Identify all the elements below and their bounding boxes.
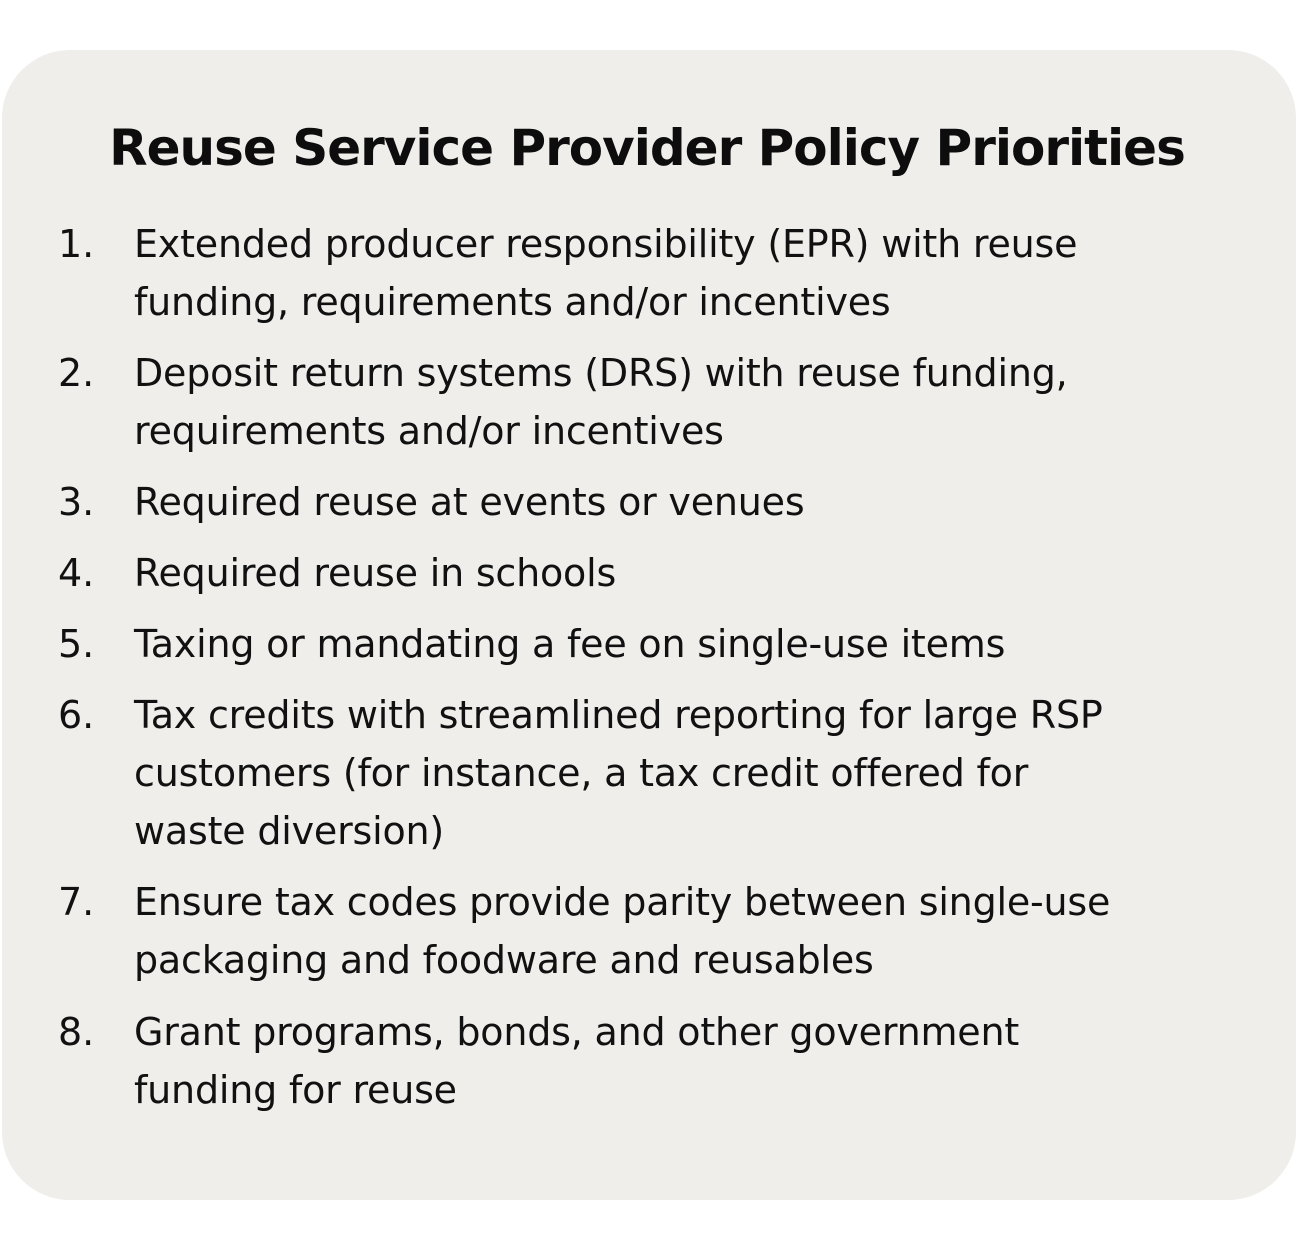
item-text-line: Taxing or mandating a fee on single-use items bbox=[134, 622, 1006, 666]
item-text-line: Required reuse at events or venues bbox=[134, 480, 805, 524]
item-text bbox=[134, 344, 1244, 460]
item-number: 1. bbox=[58, 222, 95, 266]
item-text-line: Grant programs, bonds, and other government bbox=[134, 1010, 1020, 1054]
item-text bbox=[134, 215, 1244, 331]
item-text-line: packaging and foodware and reusables bbox=[134, 938, 874, 982]
item-text bbox=[134, 473, 1244, 531]
item-text-line: Tax credits with streamlined reporting for large RSP bbox=[134, 693, 1103, 737]
item-number: 7. bbox=[58, 880, 95, 924]
item-text-line: Ensure tax codes provide parity between single-use bbox=[134, 880, 1111, 924]
item-number: 5. bbox=[58, 622, 95, 666]
item-text-line: Extended producer responsibility (EPR) with reuse bbox=[134, 222, 1078, 266]
item-text-line: Required reuse in schools bbox=[134, 551, 617, 595]
item-text bbox=[134, 686, 1244, 860]
item-number: 4. bbox=[58, 551, 95, 595]
item-text bbox=[134, 544, 1244, 602]
item-text-line: Deposit return systems (DRS) with reuse funding, bbox=[134, 351, 1068, 395]
item-text-line: requirements and/or incentives bbox=[134, 409, 724, 453]
item-text-line: funding for reuse bbox=[134, 1068, 457, 1112]
item-text-line: customers (for instance, a tax credit offered for bbox=[134, 751, 1029, 795]
item-number: 2. bbox=[58, 351, 95, 395]
item-text bbox=[134, 1003, 1244, 1119]
item-number: 6. bbox=[58, 693, 95, 737]
item-text-line: waste diversion) bbox=[134, 809, 445, 853]
item-text bbox=[134, 873, 1244, 989]
page-title: Reuse Service Provider Policy Priorities bbox=[109, 119, 1185, 177]
item-text-line: funding, requirements and/or incentives bbox=[134, 280, 891, 324]
item-number: 8. bbox=[58, 1010, 95, 1054]
item-text bbox=[134, 615, 1244, 673]
item-number: 3. bbox=[58, 480, 95, 524]
